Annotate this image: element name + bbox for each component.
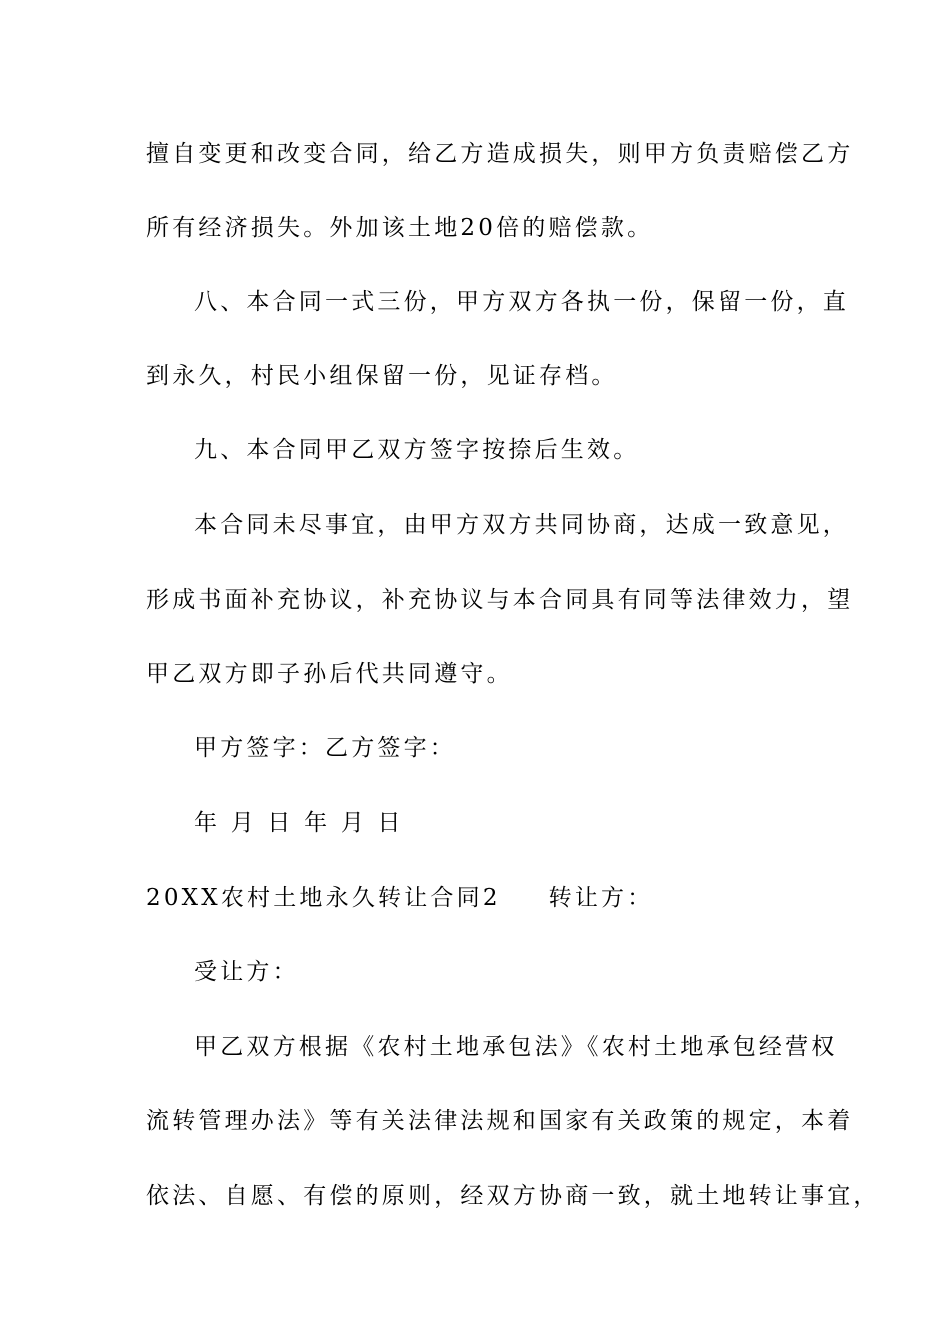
paragraph-line: 流转管理办法》等有关法律法规和国家有关政策的规定，本着 — [146, 1108, 854, 1134]
paragraph-line: 依法、自愿、有偿的原则，经双方协商一致，就土地转让事宜， — [146, 1183, 880, 1209]
signature-line: 甲方签字：乙方签字： — [194, 735, 456, 761]
section-heading-line — [146, 883, 653, 913]
clause-nine-line: 九、本合同甲乙双方签字按捺后生效。 — [194, 437, 640, 463]
paragraph-line: 到永久，村民小组保留一份，见证存档。 — [146, 363, 618, 389]
paragraph-line: 本合同未尽事宜，由甲方双方共同协商，达成一致意见， — [194, 512, 849, 538]
transferee-label: 受让方： — [194, 959, 299, 985]
second-contract-title: 20XX农村土地永久转让合同2 — [146, 885, 501, 911]
paragraph-line: 形成书面补充协议，补充协议与本合同具有同等法律效力，望 — [146, 587, 854, 613]
date-line: 年 月 日 年 月 日 — [194, 810, 404, 836]
transferor-label: 转让方： — [548, 885, 654, 911]
paragraph-line: 甲乙双方根据《农村土地承包法》《农村土地承包经营权 — [194, 1034, 838, 1060]
clause-eight-line: 八、本合同一式三份，甲方双方各执一份，保留一份，直 — [194, 289, 849, 315]
paragraph-line: 擅自变更和改变合同，给乙方造成损失，则甲方负责赔偿乙方 — [146, 141, 854, 167]
paragraph-line: 甲乙双方即子孙后代共同遵守。 — [146, 661, 513, 687]
paragraph-line: 所有经济损失。外加该土地20倍的赔偿款。 — [146, 215, 654, 241]
